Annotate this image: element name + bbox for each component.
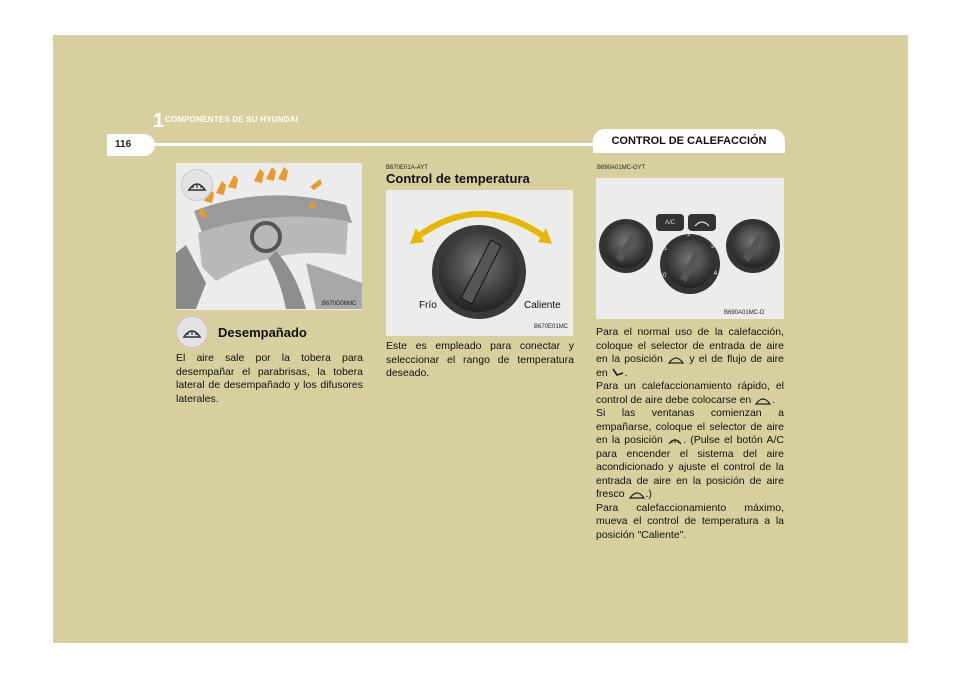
defrost-icon — [181, 169, 213, 201]
hot-label: Caliente — [524, 300, 561, 311]
fan-speed-number: 4 — [713, 271, 718, 278]
fan-speed-number: 0 — [663, 272, 667, 279]
defrost-heading: Desempañado — [218, 325, 307, 340]
control-panel-illustration — [596, 178, 784, 319]
instr-1b: y el de flujo de aire en — [596, 353, 785, 379]
instr-2b: . — [772, 393, 776, 406]
image-code: B670E01MC — [534, 324, 569, 330]
defrost-text: El aire sale por la tobera para desempañar el parabrisas, la tobera lateral de desempañado y los difusores laterales. — [176, 352, 363, 405]
fan-speed-number: 2 — [687, 232, 691, 238]
temperature-text: Este es empleado para conectar y seleccionar el rango de temperatura deseado. — [386, 340, 574, 379]
temperature-knob-illustration — [386, 190, 573, 336]
instr-3b: . (Pulse el botón A/C para encender el sistema del aire acondicionado y ajuste el control de la entrada de aire en la posición de aire fresco — [596, 434, 784, 500]
instr-3a: Si las ventanas comienzan a empañarse, coloque el selector de aire en la posición — [596, 407, 784, 446]
ac-label: A/C — [665, 220, 676, 226]
defrost-icon — [667, 434, 683, 446]
image-code: B670D06MC — [322, 301, 357, 307]
page-number: 116 — [115, 139, 132, 150]
temperature-heading: Control de temperatura — [386, 171, 530, 186]
instr-1a: Para el normal uso de la calefacción, coloque el selector de entrada de aire en la posición — [596, 326, 784, 365]
recirculation-icon — [754, 394, 772, 406]
control-panel-knobs — [596, 178, 784, 319]
floor-mode-icon — [611, 367, 625, 379]
chapter-title: COMPONENTES DE SU HYUNDAI — [165, 115, 299, 124]
temperature-knob — [386, 190, 573, 336]
instr-4: Para calefaccionamiento máximo, mueva el control de temperatura a la posición "Caliente". — [596, 501, 784, 541]
section-title-tab — [593, 129, 785, 153]
fan-speed-number: 1 — [663, 245, 668, 252]
chapter-number: 1 — [153, 110, 165, 132]
defrost-icon — [176, 316, 208, 348]
instr-3c: .) — [645, 488, 652, 500]
fresh-air-icon — [628, 488, 646, 500]
section-code: B670E01A-AYT — [386, 165, 428, 171]
recirculation-icon — [667, 353, 685, 365]
fan-speed-number: 3 — [711, 244, 715, 251]
dashboard-defrost-illustration — [176, 163, 362, 310]
cold-label: Frío — [419, 300, 437, 311]
page-number-tab — [107, 134, 155, 156]
control-instructions — [596, 326, 784, 542]
section-title: CONTROL DE CALEFACCIÓN — [611, 135, 767, 147]
instr-1c: . — [624, 366, 628, 379]
section-code: B690A01MC-GYT — [597, 165, 646, 171]
instr-2a: Para un calefaccionamiento rápido, el control de aire debe colocarse en — [596, 380, 784, 406]
image-code: B690A01MC-D — [724, 310, 765, 316]
